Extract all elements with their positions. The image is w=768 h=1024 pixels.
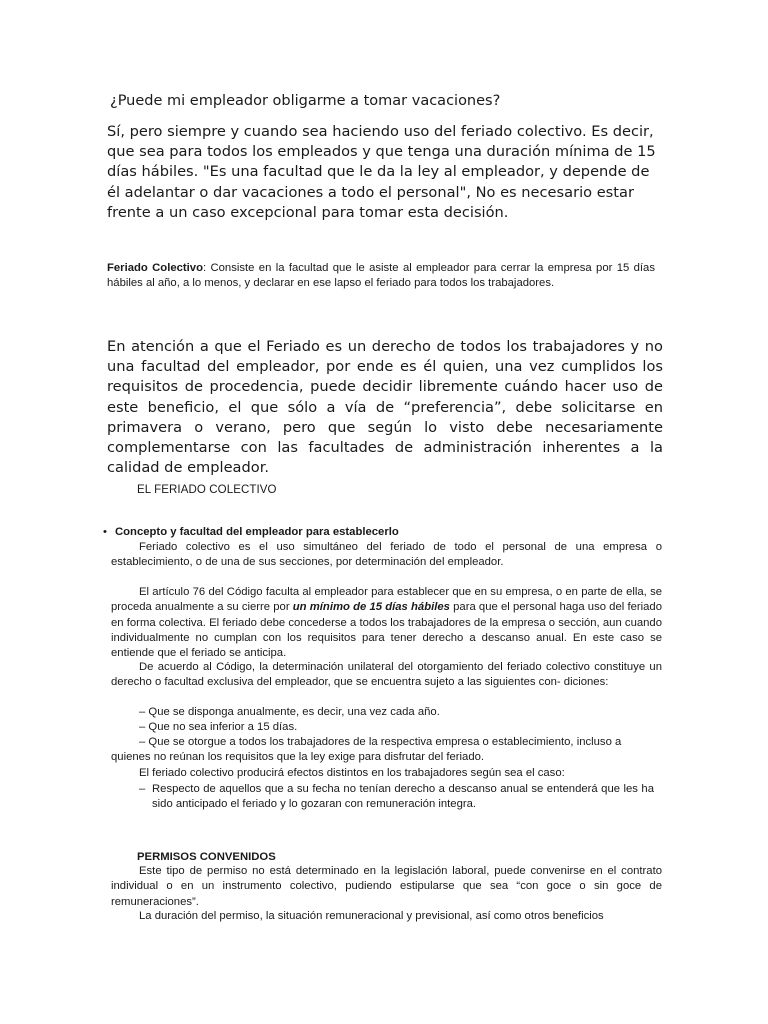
condition-3-rest: quienes no reúnan los requisitos que la ley exige para disfrutar del feriado. — [111, 751, 485, 764]
case-text: Respecto de aquellos que a su fecha no tenían derecho a descanso anual se entenderá que les ha sido anticipado el feriado y lo gozaran con remuneración integra. — [152, 783, 654, 811]
dash-icon: – — [139, 783, 146, 795]
agreement-paragraph: De acuerdo al Código, la determinación unilateral del otorgamiento del feriado colectivo constituye un derecho o facultad exclusiva del empleador, que se encuentra sujeto a las siguientes con- diciones: — [111, 661, 662, 689]
section-title: EL FERIADO COLECTIVO — [137, 484, 277, 496]
condition-item-2: – Que no sea inferior a 15 días. — [139, 721, 298, 733]
question-heading: ¿Puede mi empleador obligarme a tomar vacaciones? — [110, 93, 501, 109]
article-text-before: El artículo 76 del Código faculta al empleador para establecer que en su empresa, o en parte de ella, se proceda anualmente a su cierre por — [111, 586, 662, 614]
concept-heading-text: Concepto y facultad del empleador para establecerlo — [115, 526, 399, 538]
article-paragraph — [111, 585, 662, 661]
permits-paragraph: Este tipo de permiso no está determinado en la legislación laboral, puede convenirse en el contrato individual o en un instrumento colectivo, pudiendo estipularse que sea “con goce o sin goce de remuneraciones”. — [111, 865, 662, 908]
case-list-item — [139, 782, 654, 813]
permits-heading: PERMISOS CONVENIDOS — [137, 851, 276, 863]
condition-item-1: – Que se disponga anualmente, es decir, una vez cada año. — [139, 706, 440, 718]
attention-paragraph: En atención a que el Feriado es un derecho de todos los trabajadores y no una facultad del empleador, por ende es él quien, una vez cumplidos los requisitos de procedencia, puede decidir libremente cuándo hacer uso de este beneficio, el que sólo a vía de “preferencia”, debe solicitarse en primavera o verano, pero que según lo visto debe necesariamente complementarse con las facultades de administración inherentes a la calidad de empleador. — [107, 338, 663, 477]
bullet-icon: • — [103, 526, 107, 538]
definition-term: Feriado Colectivo — [107, 262, 203, 274]
condition-item-3 — [111, 735, 662, 766]
definition-text: : Consiste en la facultad que le asiste al empleador para cerrar la empresa por 15 días hábiles al año, a lo menos, y declarar en ese lapso el feriado para todos los trabajadores. — [107, 262, 655, 290]
concept-heading — [103, 526, 399, 538]
answer-paragraph: Sí, pero siempre y cuando sea haciendo uso del feriado colectivo. Es decir, que sea para todos los empleados y que tenga una duración mínima de 15 días hábiles. "Es una facultad que le da la ley al empleador, y depende de él adelantar o dar vacaciones a todo el personal", No es necesario estar frente a un caso excepcional para tomar esta decisión. — [107, 123, 656, 221]
condition-3-lead: – Que se otorgue a todos los trabajadores de la respectiva empresa o establecimiento, incluso a — [139, 736, 622, 748]
article-emphasis: un mínimo de 15 días hábiles — [292, 601, 450, 614]
concept-definition: Feriado colectivo es el uso simultáneo del feriado de todo el personal de una empresa o establecimiento, o de una de sus secciones, por determinación del empleador. — [111, 541, 662, 569]
permits-duration-paragraph: La duración del permiso, la situación remuneracional y previsional, así como otros beneficios — [139, 910, 604, 922]
article-text-after: para que el personal haga uso del feriado en forma colectiva. El feriado debe concederse a todos los trabajadores de la empresa o sección, aun cuando individualmente no cumplan con los requisitos para tener derecho a descanso anual. En este caso se entiende que el feriado se anticipa. — [111, 601, 662, 660]
effects-paragraph: El feriado colectivo producirá efectos distintos en los trabajadores según sea el caso: — [139, 767, 565, 779]
definition-paragraph — [107, 261, 655, 292]
